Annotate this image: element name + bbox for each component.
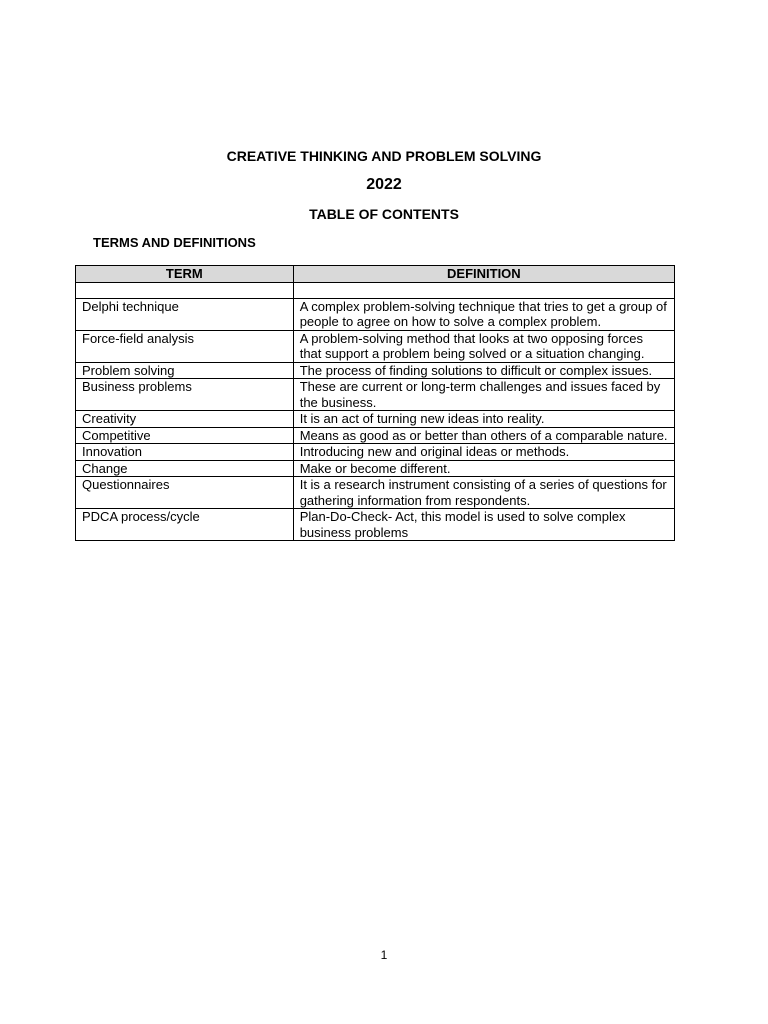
column-header-term: TERM	[76, 266, 294, 283]
table-row	[76, 298, 675, 330]
term-cell: Problem solving	[76, 362, 294, 379]
table-row-blank	[76, 282, 675, 298]
term-cell	[76, 282, 294, 298]
term-cell: Questionnaires	[76, 477, 294, 509]
table-row	[76, 509, 675, 541]
definition-cell: A complex problem-solving technique that tries to get a group of people to agree on how to solve a complex problem.	[293, 298, 674, 330]
table-row	[76, 379, 675, 411]
definition-cell: Introducing new and original ideas or methods.	[293, 444, 674, 461]
table-header-row	[76, 266, 675, 283]
toc-heading: TABLE OF CONTENTS	[309, 206, 459, 222]
definition-cell: The process of finding solutions to difficult or complex issues.	[293, 362, 674, 379]
table-row	[76, 477, 675, 509]
section-heading: TERMS AND DEFINITIONS	[93, 235, 256, 250]
term-cell: Change	[76, 460, 294, 477]
table-row	[76, 411, 675, 428]
definition-cell: Means as good as or better than others of a comparable nature.	[293, 427, 674, 444]
page-number: 1	[380, 948, 388, 962]
document-title: CREATIVE THINKING AND PROBLEM SOLVING	[226, 148, 542, 164]
table-row	[76, 427, 675, 444]
definition-cell: It is an act of turning new ideas into reality.	[293, 411, 674, 428]
term-cell: Delphi technique	[76, 298, 294, 330]
definition-cell: These are current or long-term challenges and issues faced by the business.	[293, 379, 674, 411]
table-row	[76, 362, 675, 379]
table-row	[76, 330, 675, 362]
terms-table	[75, 265, 675, 541]
definition-cell: Plan-Do-Check- Act, this model is used to solve complex business problems	[293, 509, 674, 541]
term-cell: Competitive	[76, 427, 294, 444]
document-year: 2022	[366, 176, 402, 193]
term-cell: Innovation	[76, 444, 294, 461]
column-header-definition: DEFINITION	[293, 266, 674, 283]
definition-cell: A problem-solving method that looks at two opposing forces that support a problem being solved or a situation changing.	[293, 330, 674, 362]
definition-cell: Make or become different.	[293, 460, 674, 477]
term-cell: PDCA process/cycle	[76, 509, 294, 541]
term-cell: Creativity	[76, 411, 294, 428]
definition-cell	[293, 282, 674, 298]
table-row	[76, 460, 675, 477]
term-cell: Force-field analysis	[76, 330, 294, 362]
definition-cell: It is a research instrument consisting of a series of questions for gathering information from respondents.	[293, 477, 674, 509]
table-row	[76, 444, 675, 461]
term-cell: Business problems	[76, 379, 294, 411]
